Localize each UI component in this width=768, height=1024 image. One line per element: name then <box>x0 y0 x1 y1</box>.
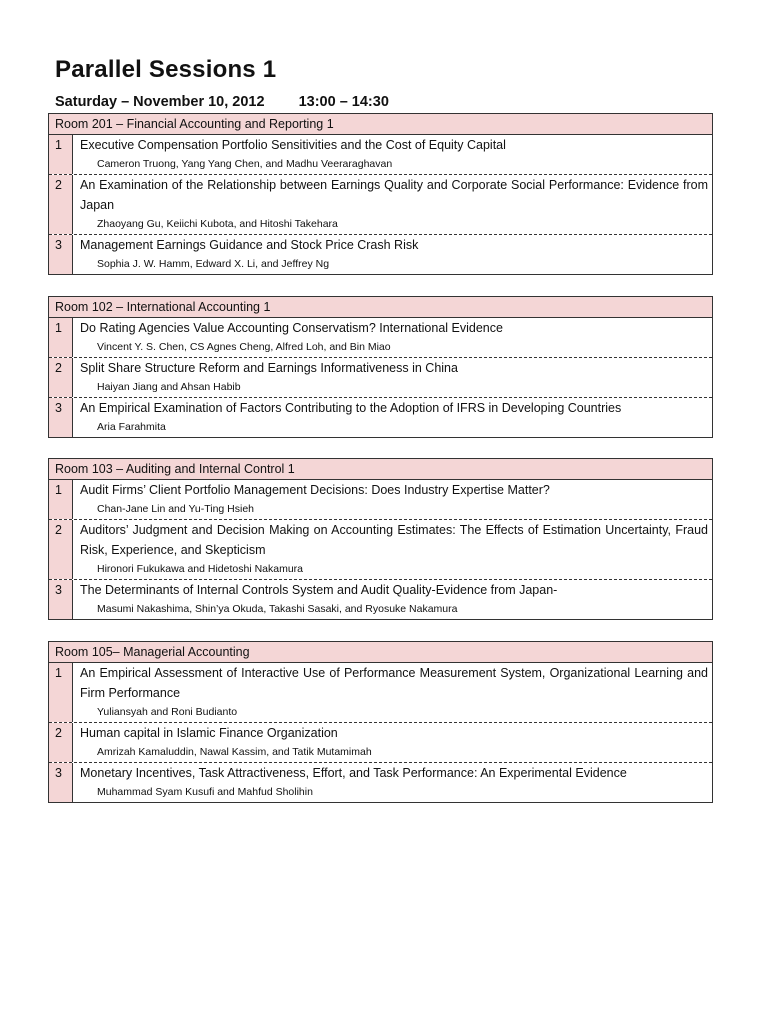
paper-authors: Muhammad Syam Kusufi and Mahfud Sholihin <box>97 786 313 798</box>
paper-number: 1 <box>49 663 73 722</box>
paper-row <box>49 722 712 762</box>
paper-content <box>73 175 712 234</box>
paper-number: 1 <box>49 318 73 357</box>
paper-title: The Determinants of Internal Controls System and Audit Quality-Evidence from Japan- <box>80 583 558 597</box>
paper-content <box>73 663 712 722</box>
paper-row <box>49 480 712 519</box>
paper-title: An Empirical Examination of Factors Contributing to the Adoption of IFRS in Developing Countries <box>80 401 622 415</box>
paper-content <box>73 520 712 579</box>
paper-authors: Chan-Jane Lin and Yu-Ting Hsieh <box>97 503 255 515</box>
paper-authors: Aria Farahmita <box>97 421 166 433</box>
paper-row <box>49 357 712 397</box>
paper-number: 2 <box>49 520 73 579</box>
paper-authors: Haiyan Jiang and Ahsan Habib <box>97 381 241 393</box>
paper-title: Do Rating Agencies Value Accounting Conservatism? International Evidence <box>80 321 503 335</box>
room-header: Room 102 – International Accounting 1 <box>49 297 712 318</box>
paper-content <box>73 135 712 174</box>
paper-title: Management Earnings Guidance and Stock Price Crash Risk <box>80 238 419 252</box>
room-header: Room 103 – Auditing and Internal Control 1 <box>49 459 712 480</box>
paper-title: Auditors’ Judgment and Decision Making on Accounting Estimates: The Effects of Estimation Uncertainty, Fraud Risk, Experience, and Skepticism <box>80 523 708 557</box>
paper-number: 3 <box>49 763 73 802</box>
paper-title: Executive Compensation Portfolio Sensitivities and the Cost of Equity Capital <box>80 138 506 152</box>
session-block-room-103 <box>48 458 713 620</box>
paper-authors: Zhaoyang Gu, Keiichi Kubota, and Hitoshi Takehara <box>97 218 338 230</box>
paper-content <box>73 723 712 762</box>
paper-content <box>73 763 712 802</box>
paper-number: 1 <box>49 480 73 519</box>
paper-authors: Amrizah Kamaluddin, Nawal Kassim, and Tatik Mutamimah <box>97 746 372 758</box>
paper-number: 2 <box>49 175 73 234</box>
session-time: 13:00 – 14:30 <box>298 94 389 110</box>
paper-title: Human capital in Islamic Finance Organization <box>80 726 338 740</box>
paper-row <box>49 318 712 357</box>
paper-content <box>73 480 712 519</box>
paper-row <box>49 174 712 234</box>
paper-title: Monetary Incentives, Task Attractiveness, Effort, and Task Performance: An Experimental Evidence <box>80 766 627 780</box>
session-date: Saturday – November 10, 2012 <box>55 94 265 110</box>
paper-row <box>49 135 712 174</box>
paper-row <box>49 397 712 437</box>
paper-authors: Sophia J. W. Hamm, Edward X. Li, and Jeffrey Ng <box>97 258 330 270</box>
paper-title: Audit Firms’ Client Portfolio Management Decisions: Does Industry Expertise Matter? <box>80 483 550 497</box>
paper-row <box>49 762 712 802</box>
paper-title: Split Share Structure Reform and Earnings Informativeness in China <box>80 361 458 375</box>
paper-row <box>49 234 712 274</box>
session-datetime <box>55 94 389 110</box>
paper-content <box>73 318 712 357</box>
paper-number: 2 <box>49 723 73 762</box>
session-block-room-105 <box>48 641 713 803</box>
paper-content <box>73 398 712 437</box>
room-header: Room 201 – Financial Accounting and Reporting 1 <box>49 114 712 135</box>
session-block-room-201 <box>48 113 713 275</box>
paper-row <box>49 663 712 722</box>
paper-authors: Hironori Fukukawa and Hidetoshi Nakamura <box>97 563 304 575</box>
paper-title: An Examination of the Relationship between Earnings Quality and Corporate Social Performance: Evidence from Japan <box>80 178 708 212</box>
paper-number: 3 <box>49 235 73 274</box>
session-block-room-102 <box>48 296 713 438</box>
paper-row <box>49 579 712 619</box>
paper-authors: Yuliansyah and Roni Budianto <box>97 706 238 718</box>
paper-row <box>49 519 712 579</box>
paper-content <box>73 235 712 274</box>
paper-number: 3 <box>49 398 73 437</box>
paper-number: 1 <box>49 135 73 174</box>
room-header: Room 105– Managerial Accounting <box>49 642 712 663</box>
paper-content <box>73 580 712 619</box>
paper-authors: Cameron Truong, Yang Yang Chen, and Madhu Veeraraghavan <box>97 158 393 170</box>
paper-content <box>73 358 712 397</box>
paper-authors: Vincent Y. S. Chen, CS Agnes Cheng, Alfred Loh, and Bin Miao <box>97 341 391 353</box>
paper-number: 3 <box>49 580 73 619</box>
paper-number: 2 <box>49 358 73 397</box>
paper-authors: Masumi Nakashima, Shin’ya Okuda, Takashi Sasaki, and Ryosuke Nakamura <box>97 603 458 615</box>
paper-title: An Empirical Assessment of Interactive Use of Performance Measurement System, Organizational Learning and Firm Performance <box>80 666 708 700</box>
page-title: Parallel Sessions 1 <box>55 56 277 83</box>
